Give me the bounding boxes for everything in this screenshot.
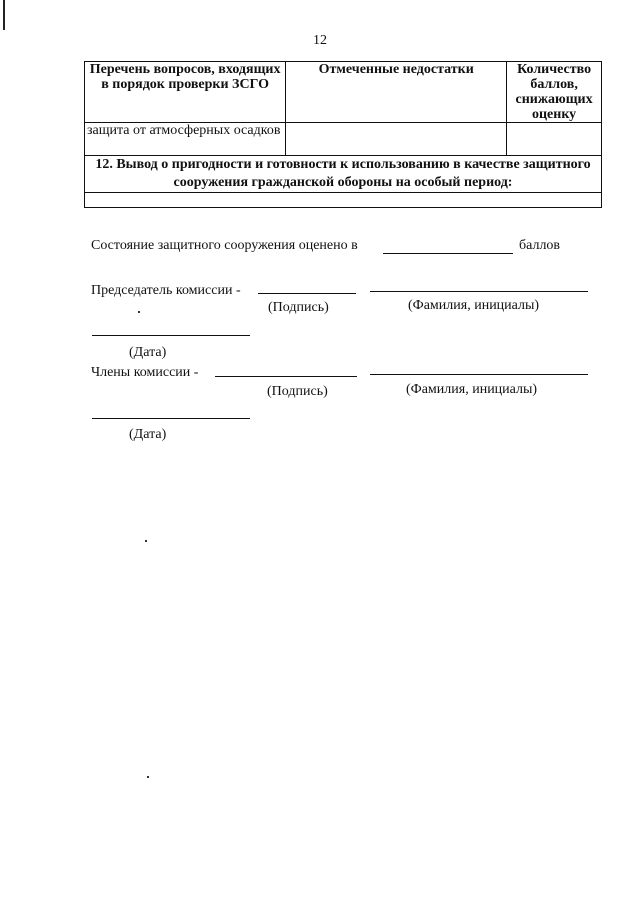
chairman-signature-line[interactable] bbox=[258, 293, 356, 294]
chairman-date-line[interactable] bbox=[92, 335, 250, 336]
inspection-table bbox=[84, 61, 602, 208]
scan-edge-mark bbox=[3, 0, 5, 30]
members-date-caption: (Дата) bbox=[129, 427, 167, 442]
cell-points[interactable] bbox=[507, 123, 602, 156]
header-questions: Перечень вопросов, входящих в порядок проверки ЗСГО bbox=[85, 62, 286, 123]
conclusion-row bbox=[85, 193, 602, 208]
scan-speck bbox=[147, 776, 149, 778]
page-number: 12 bbox=[313, 33, 327, 48]
members-label: Члены комиссии - bbox=[91, 365, 199, 380]
header-deficiencies: Отмеченные недостатки bbox=[286, 62, 507, 123]
members-name-line[interactable] bbox=[370, 374, 588, 375]
section-title: 12. Вывод о пригодности и готовности к использованию в качестве защитного сооружения гражданской обороны на особый период: bbox=[85, 156, 602, 193]
cell-item: защита от атмосферных осадков bbox=[85, 123, 286, 156]
section-row bbox=[85, 156, 602, 193]
members-signature-line[interactable] bbox=[215, 376, 357, 377]
chairman-signature-caption: (Подпись) bbox=[268, 300, 329, 315]
chairman-name-caption: (Фамилия, инициалы) bbox=[408, 298, 540, 313]
chairman-date-caption: (Дата) bbox=[129, 345, 167, 360]
members-date-line[interactable] bbox=[92, 418, 250, 419]
members-signature-caption: (Подпись) bbox=[267, 384, 328, 399]
table-row bbox=[85, 123, 602, 156]
chairman-label: Председатель комиссии - bbox=[91, 283, 241, 298]
score-blank[interactable] bbox=[383, 253, 513, 254]
assessment-suffix: баллов bbox=[519, 238, 561, 253]
conclusion-cell[interactable] bbox=[85, 193, 602, 208]
cell-deficiencies[interactable] bbox=[286, 123, 507, 156]
table-header-row bbox=[85, 62, 602, 123]
assessment-prefix: Состояние защитного сооружения оценено в bbox=[91, 238, 358, 253]
scan-speck bbox=[145, 540, 147, 542]
header-points: Количество баллов, снижающих оценку bbox=[507, 62, 602, 123]
members-name-caption: (Фамилия, инициалы) bbox=[406, 382, 538, 397]
scan-speck bbox=[138, 311, 140, 313]
chairman-name-line[interactable] bbox=[370, 291, 588, 292]
